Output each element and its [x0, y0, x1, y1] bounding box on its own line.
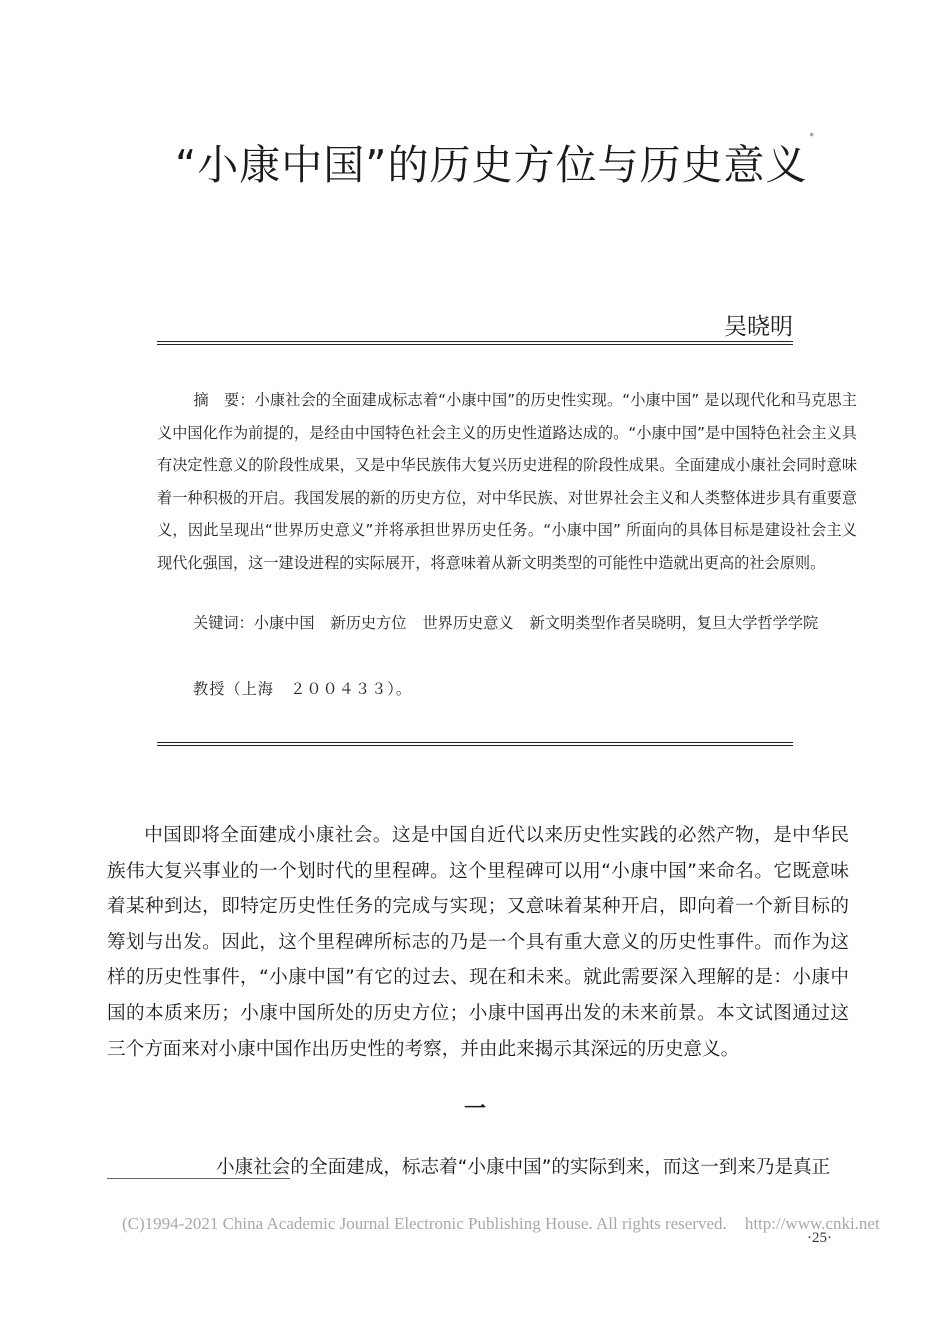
author-info-continued: 教授（上海 ２００４３３）。	[193, 680, 413, 698]
cnki-url: http://www.cnki.net	[744, 1214, 880, 1233]
title-footnote-mark: *	[809, 132, 815, 142]
article-title-text: “小康中国”的历史方位与历史意义	[175, 141, 808, 189]
keyword-item: 小康中国	[253, 614, 315, 632]
article-title	[0, 132, 950, 191]
keyword-item: 世界历史意义	[422, 614, 514, 632]
abstract-text: 摘 要：小康社会的全面建成标志着“小康中国”的历史性实现。“小康中国” 是以现代化和马克思主义中国化作为前提的，是经由中国特色社会主义的历史性道路达成的。“小康中国”是中国特色社会主义具有决定性意义的阶段性成果，又是中华民族伟大复兴历史进程的阶段性成果。全面建成小康社会同时意味着一种积极的开启。我国发展的新的历史方位，对中华民族、对世界社会主义和人类整体进步具有重要意义，因此呈现出“世界历史意义”并将承担世界历史任务。“小康中国” 所面向的具体目标是建设社会主义现代化强国，这一建设进程的实际展开，将意味着从新文明类型的可能性中造就出更高的社会原则。	[157, 391, 857, 572]
header-divider	[157, 341, 793, 345]
section-first-line: 小康社会的全面建成，标志着“小康中国”的实际到来，而这一到来乃是真正	[216, 1157, 831, 1178]
body-text	[107, 818, 849, 1067]
section-number: 一	[463, 1097, 486, 1122]
keyword-item: 新历史方位	[330, 614, 407, 632]
keywords-label: 关键词：	[193, 614, 254, 632]
author-name: 吴晓明	[724, 314, 793, 340]
footnote-divider	[107, 1178, 290, 1179]
copyright-text: (C)1994-2021 China Academic Journal Electronic Publishing House. All rights reserved.	[122, 1214, 727, 1233]
author-info: 作者吴晓明，复旦大学哲学学院	[605, 614, 819, 632]
body-paragraph: 中国即将全面建成小康社会。这是中国自近代以来历史性实践的必然产物，是中华民族伟大复兴事业的一个划时代的里程碑。这个里程碑可以用“小康中国”来命名。它既意味着某种到达，即特定历史性任务的完成与实现；又意味着某种开启，即向着一个新目标的筹划与出发。因此，这个里程碑所标志的乃是一个具有重大意义的历史性事件。而作为这样的历史性事件，“小康中国”有它的过去、现在和未来。就此需要深入理解的是：小康中国的本质来历；小康中国所处的历史方位；小康中国再出发的未来前景。本文试图通过这三个方面来对小康中国作出历史性的考察，并由此来揭示其深远的历史意义。	[107, 825, 849, 1060]
keywords-line	[193, 608, 818, 638]
abstract-divider	[157, 742, 793, 746]
keyword-item: 新文明类型	[529, 614, 606, 632]
page-number: ·25·	[807, 1230, 832, 1246]
abstract	[157, 384, 857, 579]
